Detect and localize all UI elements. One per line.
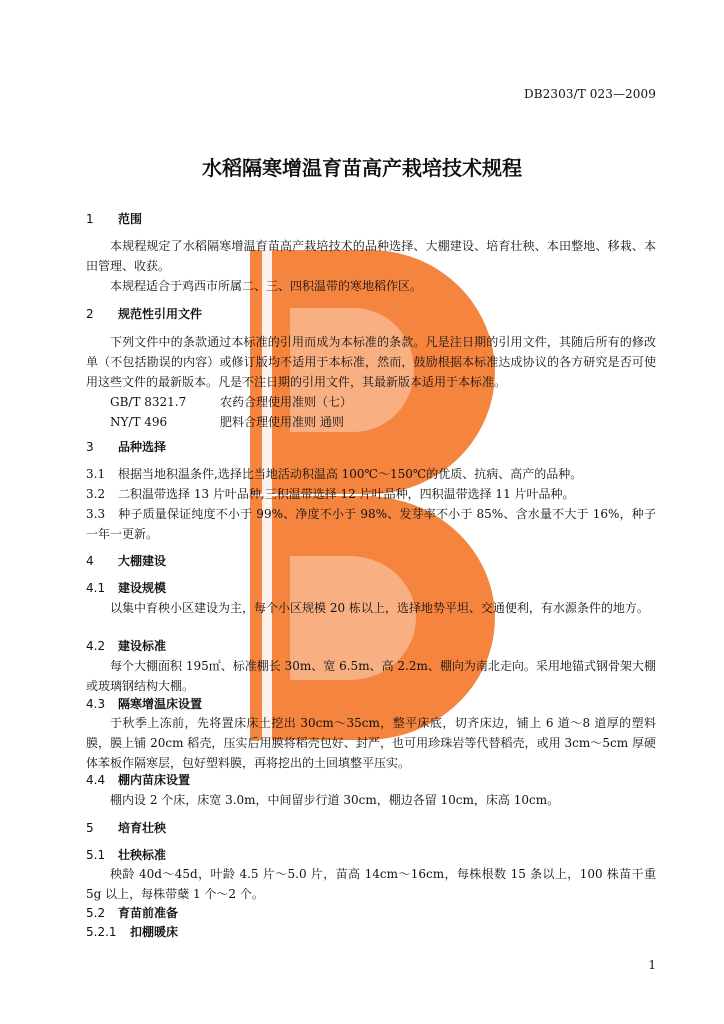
section-4-heading xyxy=(86,551,656,571)
subsection-title: 育苗前准备 xyxy=(118,906,179,920)
section-title: 品种选择 xyxy=(118,440,167,454)
subsection-paragraph: 以集中育秧小区建设为主，每个小区规模 20 栋以上，选择地势平坦、交通便利，有水源条件的地方。 xyxy=(110,601,649,615)
subsection-paragraph: 秧龄 40d～45d，叶龄 4.5 片～5.0 片，苗高 14cm～16cm，每株根数 15 条以上，100 株苗干重 5g 以上，每株带蘖 1 个～2 个。 xyxy=(86,867,656,901)
section-number: 1 xyxy=(86,212,94,226)
section-2-paragraph-1: 下列文件中的条款通过本标准的引用而成为本标准的条款。凡是注日期的引用文件，其随后所有的修改单（不包括勘误的内容）或修订版均不适用于本标准，然而，鼓励根据本标准达成协议的各方研究是否可使用这些文件的最新版本。凡是不注日期的引用文件，其最新版本适用于本标准。 xyxy=(86,335,656,389)
section-number: 3 xyxy=(86,440,94,454)
section-title: 大棚建设 xyxy=(118,554,167,568)
clause-item xyxy=(86,484,656,504)
subsection-heading xyxy=(86,578,656,598)
subsection-paragraph: 每个大棚面积 195㎡、标准棚长 30m、宽 6.5m、高 2.2m、棚向为南北走向。采用地锚式钢骨架大棚或玻璃钢结构大棚。 xyxy=(86,659,656,693)
subsection-number: 4.1 xyxy=(86,581,106,595)
section-number: 5 xyxy=(86,821,94,835)
clause-number: 3.3 xyxy=(86,507,106,521)
clause-text: 二积温带选择 13 片叶品种,三积温带选择 12 片叶品种，四积温带选择 11 片叶品种。 xyxy=(118,487,575,501)
subsection-heading xyxy=(86,636,656,656)
reference-name: 农药合理使用准则（七） xyxy=(220,395,353,409)
section-1-paragraph-1: 本规程规定了水稻隔寒增温育苗高产栽培技术的品种选择、大棚建设、培育壮秧、本田整地、移栽、本田管理、收获。 xyxy=(86,239,656,273)
clause-number: 3.2 xyxy=(86,487,106,501)
clause-number: 3.1 xyxy=(86,467,106,481)
subsection-title: 建设规模 xyxy=(118,581,167,595)
reference-item xyxy=(86,392,680,412)
section-1-paragraph-2: 本规程适合于鸡西市所属二、三、四积温带的寒地稻作区。 xyxy=(110,279,423,293)
subsection-heading xyxy=(86,903,656,923)
section-title: 范围 xyxy=(118,212,143,226)
subsection-paragraph: 棚内设 2 个床，床宽 3.0m，中间留步行道 30cm，棚边各留 10cm，床高 10cm。 xyxy=(110,793,560,807)
section-3-heading xyxy=(86,437,656,457)
section-title: 培育壮秧 xyxy=(118,821,167,835)
document-title: 水稻隔寒增温育苗高产栽培技术规程 xyxy=(202,156,522,180)
subsection-title: 扣棚暖床 xyxy=(130,925,179,939)
section-2-heading xyxy=(86,304,656,324)
subsection-number: 5.1 xyxy=(86,848,106,862)
section-title: 规范性引用文件 xyxy=(118,307,203,321)
subsection-number: 5.2.1 xyxy=(86,925,117,939)
subsection-paragraph: 于秋季上冻前，先将置床床土挖出 30cm～35cm，整平床底，切齐床边，铺上 6 道～8 道厚的塑料膜，膜上铺 20cm 稻壳，压实后用膜将稻壳包好、封严，也可用珍珠岩等代替稻壳，或用 3cm～5cm 厚硬体苯板作隔寒层，包好塑料膜，再将挖出的土回填整平压实。 xyxy=(86,716,656,770)
reference-code: GB/T 8321.7 xyxy=(110,395,187,409)
subsection-number: 4.4 xyxy=(86,773,106,787)
reference-item xyxy=(86,412,680,432)
subsection-heading xyxy=(86,770,656,790)
subsection-title: 棚内苗床设置 xyxy=(118,773,191,787)
section-5-heading xyxy=(86,818,656,838)
subsection-number: 4.2 xyxy=(86,639,106,653)
subsection-title: 壮秧标准 xyxy=(118,848,167,862)
reference-code: NY/T 496 xyxy=(110,415,168,429)
clause-text: 种子质量保证纯度不小于 99%、净度不小于 98%、发芽率不小于 85%、含水量不大于 16%，种子一年一更新。 xyxy=(86,507,656,541)
subsection-title: 建设标准 xyxy=(118,639,167,653)
section-number: 4 xyxy=(86,554,94,568)
clause-item xyxy=(86,464,656,484)
document-code: DB2303/T 023—2009 xyxy=(524,87,656,101)
subsection-heading xyxy=(86,694,656,714)
reference-name: 肥料合理使用准则 通则 xyxy=(220,415,344,429)
subsection-number: 4.3 xyxy=(86,697,106,711)
section-1-heading xyxy=(86,209,656,229)
subsection-heading xyxy=(86,845,656,865)
subsection-title: 隔寒增温床设置 xyxy=(118,697,203,711)
section-number: 2 xyxy=(86,307,94,321)
clause-text: 根据当地积温条件,选择比当地活动积温高 100℃～150℃的优质、抗病、高产的品种。 xyxy=(118,467,583,481)
clause-item xyxy=(86,504,656,544)
page-number: 1 xyxy=(648,958,656,972)
subsection-number: 5.2 xyxy=(86,906,106,920)
subsection-heading xyxy=(86,922,656,942)
